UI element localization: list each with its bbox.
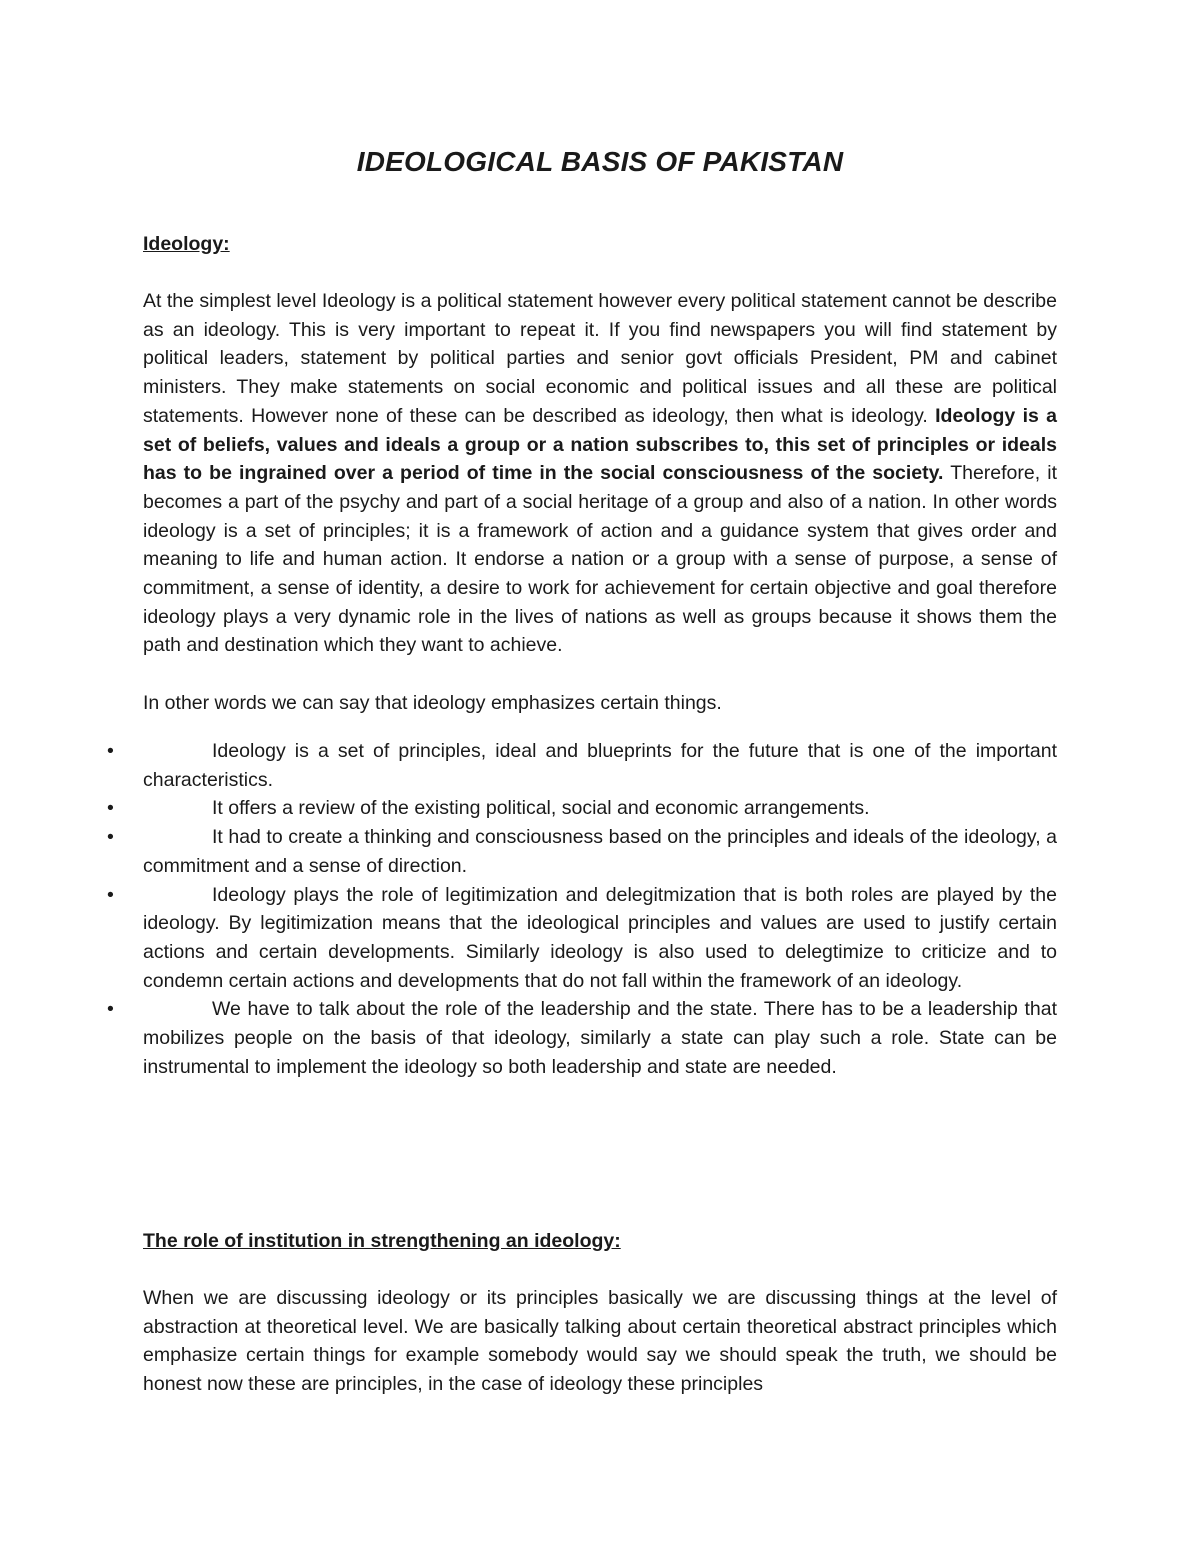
paragraph-bold-definition: Ideology is a set of beliefs, values and ideals a group or a nation subscribes to, this set of principles or ideals has to be ingrained over a period of time in the social consciousness of the society. bbox=[143, 404, 1057, 485]
section-heading-institution: The role of institution in strengthening an ideology: bbox=[143, 1230, 621, 1252]
bullet-text: It had to create a thinking and consciousness based on the principles and ideals of the ideology, a commitment and a sense of direction. bbox=[143, 826, 1057, 877]
bullet-icon: • bbox=[107, 740, 114, 762]
bullet-icon: • bbox=[107, 797, 114, 820]
lead-in-sentence: In other words we can say that ideology emphasizes certain things. bbox=[143, 692, 722, 714]
bullet-item bbox=[107, 823, 1057, 880]
bullet-text: We have to talk about the role of the leadership and the state. There has to be a leadership that mobilizes people on the basis of that ideology, similarly a state can play such a role. State can be instrumental to implement the ideology so both leadership and state are needed. bbox=[143, 998, 1057, 1078]
paragraph-text: At the simplest level Ideology is a political statement however every political statement cannot be describe as an ideology. This is very important to repeat it. If you find newspapers you will find statement by political leaders, statement by political parties and senior govt officials President, PM and cabinet ministers. They make statements on social economic and political issues and all these are political statements. However none of these can be described as ideology, then what is ideology. bbox=[143, 290, 1057, 427]
bullet-item bbox=[107, 794, 1057, 823]
bullet-text: Ideology is a set of principles, ideal and blueprints for the future that is one of the important characteristics. bbox=[143, 740, 1057, 791]
bullet-text: It offers a review of the existing political, social and economic arrangements. bbox=[212, 797, 870, 820]
institution-paragraph: When we are discussing ideology or its principles basically we are discussing things at the level of abstraction at theoretical level. We are basically talking about certain theoretical abstract principles which emphasize certain things for example somebody would say we should speak the truth, we should be honest now these are principles, in the case of ideology these principles bbox=[143, 1287, 1057, 1396]
bullet-icon: • bbox=[107, 883, 114, 906]
paragraph-text-continued: Therefore, it becomes a part of the psychy and part of a social heritage of a group and also of a nation. In other words ideology is a set of principles; it is a framework of action and a guidance system that gives order and meaning to life and human action. It endorse a nation or a group with a sense of purpose, a sense of commitment, a sense of identity, a desire to work for achievement for certain objective and goal therefore ideology plays a very dynamic role in the lives of nations as well as groups because it shows them the path and destination which they want to achieve. bbox=[143, 462, 1057, 657]
bullet-icon: • bbox=[107, 826, 114, 849]
bullet-item bbox=[107, 881, 1057, 996]
bullet-item bbox=[107, 737, 1057, 794]
bullet-item bbox=[107, 995, 1057, 1081]
section-heading-ideology: Ideology: bbox=[143, 233, 230, 255]
ideology-paragraph bbox=[143, 287, 1057, 660]
bullet-icon: • bbox=[107, 998, 114, 1021]
bullet-list bbox=[107, 737, 1057, 1081]
bullet-text: Ideology plays the role of legitimization and delegitmization that is both roles are played by the ideology. By legitimization means that the ideological principles and values are used to justify certain actions and certain developments. Similarly ideology is also used to delegtimize to criticize and to condemn certain actions and developments that do not fall within the framework of an ideology. bbox=[143, 883, 1057, 992]
document-title: IDEOLOGICAL BASIS OF PAKISTAN bbox=[356, 146, 844, 177]
